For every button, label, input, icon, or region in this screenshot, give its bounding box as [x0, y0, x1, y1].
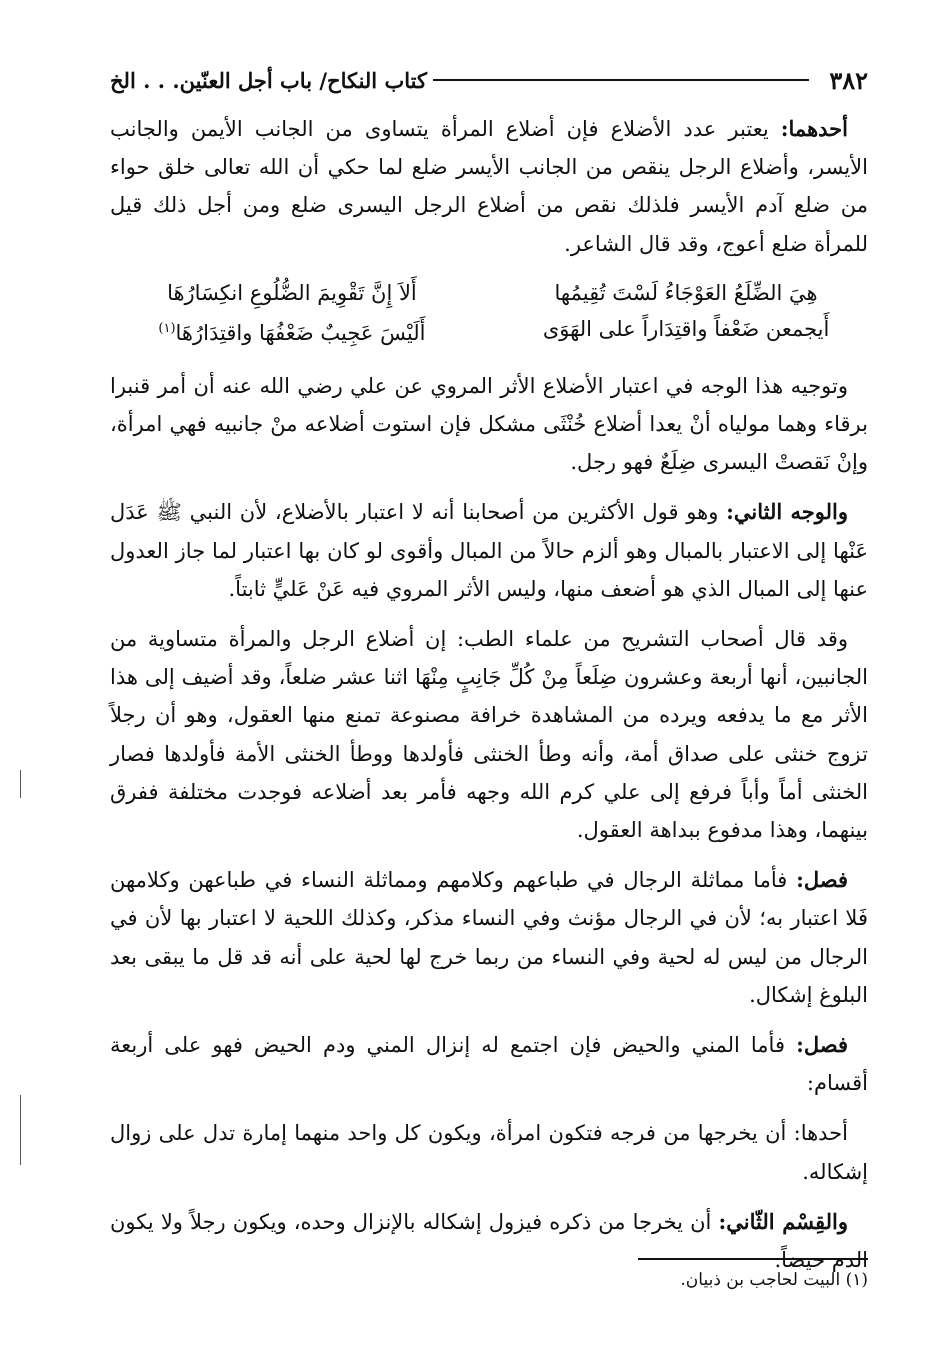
paragraph-lead: فصل: — [796, 1032, 848, 1058]
paragraph-text: فأما مماثلة الرجال في طباعهم وكلامهم ومماثلة النساء في طباعهن وكلامهن فَلا اعتبار به؛ لأن في الرجال مؤنث وفي النساء مذكر، وكذلك اللحية لا اعتبار بها لأن في الرجال من ليس له لحية وفي النساء من ربما خرج لها لحية على أنه قد قل ما يبقى بعد البلوغ إشكال. — [110, 868, 868, 1007]
verse-line-1 — [110, 275, 868, 311]
footnote: (١) البيت لحاجب بن ذبيان. — [680, 1270, 868, 1290]
poem-verses — [110, 275, 868, 351]
verse-hemistich-right: هِيَ الضِّلَعُ العَوْجَاءُ لَسْتَ تُقِيمُها — [554, 280, 818, 305]
paragraph-lead: فصل: — [796, 867, 848, 893]
margin-mark — [20, 1095, 21, 1165]
footnote-rule — [638, 1258, 868, 1260]
paragraph-4: وقد قال أصحاب التشريح من علماء الطب: إن أضلاع الرجل والمرأة متساوية من الجانبين، أنها أربعة وعشرون ضِلَعاً مِنْ كُلِّ جَانِبٍ مِنْهَا اثنا عشر ضلعاً، وقد أضيف إلى هذا الأثر مع ما يدفعه ويرده من المشاهدة خرافة مصنوعة تمنع منها العقول، وهو أن رجلاً تزوج خنثى على صداق أمة، وأنه وطأ الخنثى فأولدها ووطأ الخنثى الأمة فأولدها فصار الخنثى أماً وأباً فرفع إلى علي كرم الله وجهه فأمر بعد أضلاعه فوجدت مختلفة ففرق بينهما، وهذا مدفوع ببداهة العقول. — [110, 627, 868, 843]
paragraph-3 — [110, 493, 868, 608]
paragraph-lead: والوجه الثاني: — [726, 499, 849, 525]
paragraph-1 — [110, 110, 868, 263]
page-header — [110, 60, 868, 100]
paragraph-7: أحدها: أن يخرجها من فرجه فتكون امرأة، ويكون كل واحد منهما إمارة تدل على زوال إشكاله. — [110, 1121, 868, 1184]
page-body — [110, 110, 868, 1291]
paragraph-5 — [110, 861, 868, 1014]
paragraph-text: يعتبر عدد الأضلاع فإن أضلاع المرأة يتساوى من الجانب الأيمن والجانب الأيسر، وأضلاع الرجل ينقص من الجانب الأيسر ضلع لما حكي أن الله تعالى خلق حواء من ضلع آدم الأيسر فلذلك نقص من أضلاع الرجل اليسرى ضلع ومن أجل ذلك قيل للمرأة ضلع أعوج، وقد قال الشاعر. — [110, 117, 868, 256]
verse-hemistich-left: أَلَيْسَ عَجِيبٌ ضَعْفُهَا واقتِدَارُهَا — [175, 320, 426, 345]
verse-hemistich-right: أَيجمعن ضَعْفاً واقتِدَاراً على الهَوَى — [542, 316, 830, 341]
header-rule — [433, 79, 809, 81]
verse-line-2 — [110, 311, 868, 351]
paragraph-text: وهو قول الأكثرين من أصحابنا أنه لا اعتبار بالأضلاع، لأن النبي ﷺ عَدَل عَنْها إلى الاعتبار بالمبال وهو ألزم حالاً من المبال وأقوى لو كان بها اعتبار لما جاز العدول عنها إلى المبال الذي هو أضعف منها، وليس الأثر المروي فيه عَنْ عَليٍّ ثابتاً. — [110, 500, 868, 601]
paragraph-8 — [110, 1203, 868, 1279]
page-number: ٣٨٢ — [829, 65, 868, 95]
verse-hemistich-left: أَلاَ إِنَّ تَقْوِيمَ الضُّلُوعِ انكِسَارُهَا — [167, 280, 417, 305]
running-title: كتاب النكاح/ باب أجل العنّين. . . الخ — [110, 67, 427, 93]
paragraph-lead: أحدهما: — [780, 116, 848, 141]
paragraph-text: فأما المني والحيض فإن اجتمع له إنزال المني ودم الحيض فهو على أربعة أقسام: — [110, 1033, 868, 1096]
paragraph-lead: والقِسْم الثّاني: — [718, 1208, 848, 1234]
paragraph-2: وتوجيه هذا الوجه في اعتبار الأضلاع الأثر المروي عن علي رضي الله عنه أن أمر قنبرا برقاء وهما مولياه أنْ يعدا أضلاع خُنْثَى مشكل فإن استوت أضلاعه منْ جانبيه فهي امرأة، وإنْ نَقصتْ اليسرى ضِلَعٌ فهو رجل. — [110, 373, 868, 475]
verse-hemistich-left-wrap — [110, 311, 474, 351]
margin-mark — [20, 770, 21, 798]
paragraph-6 — [110, 1026, 868, 1102]
paragraph-text: أن يخرجا من ذكره فيزول إشكاله بالإنزال وحده، ويكون رجلاً ولا يكون الدم حيضاً. — [110, 1209, 868, 1273]
footnote-marker: (١) — [158, 320, 176, 336]
